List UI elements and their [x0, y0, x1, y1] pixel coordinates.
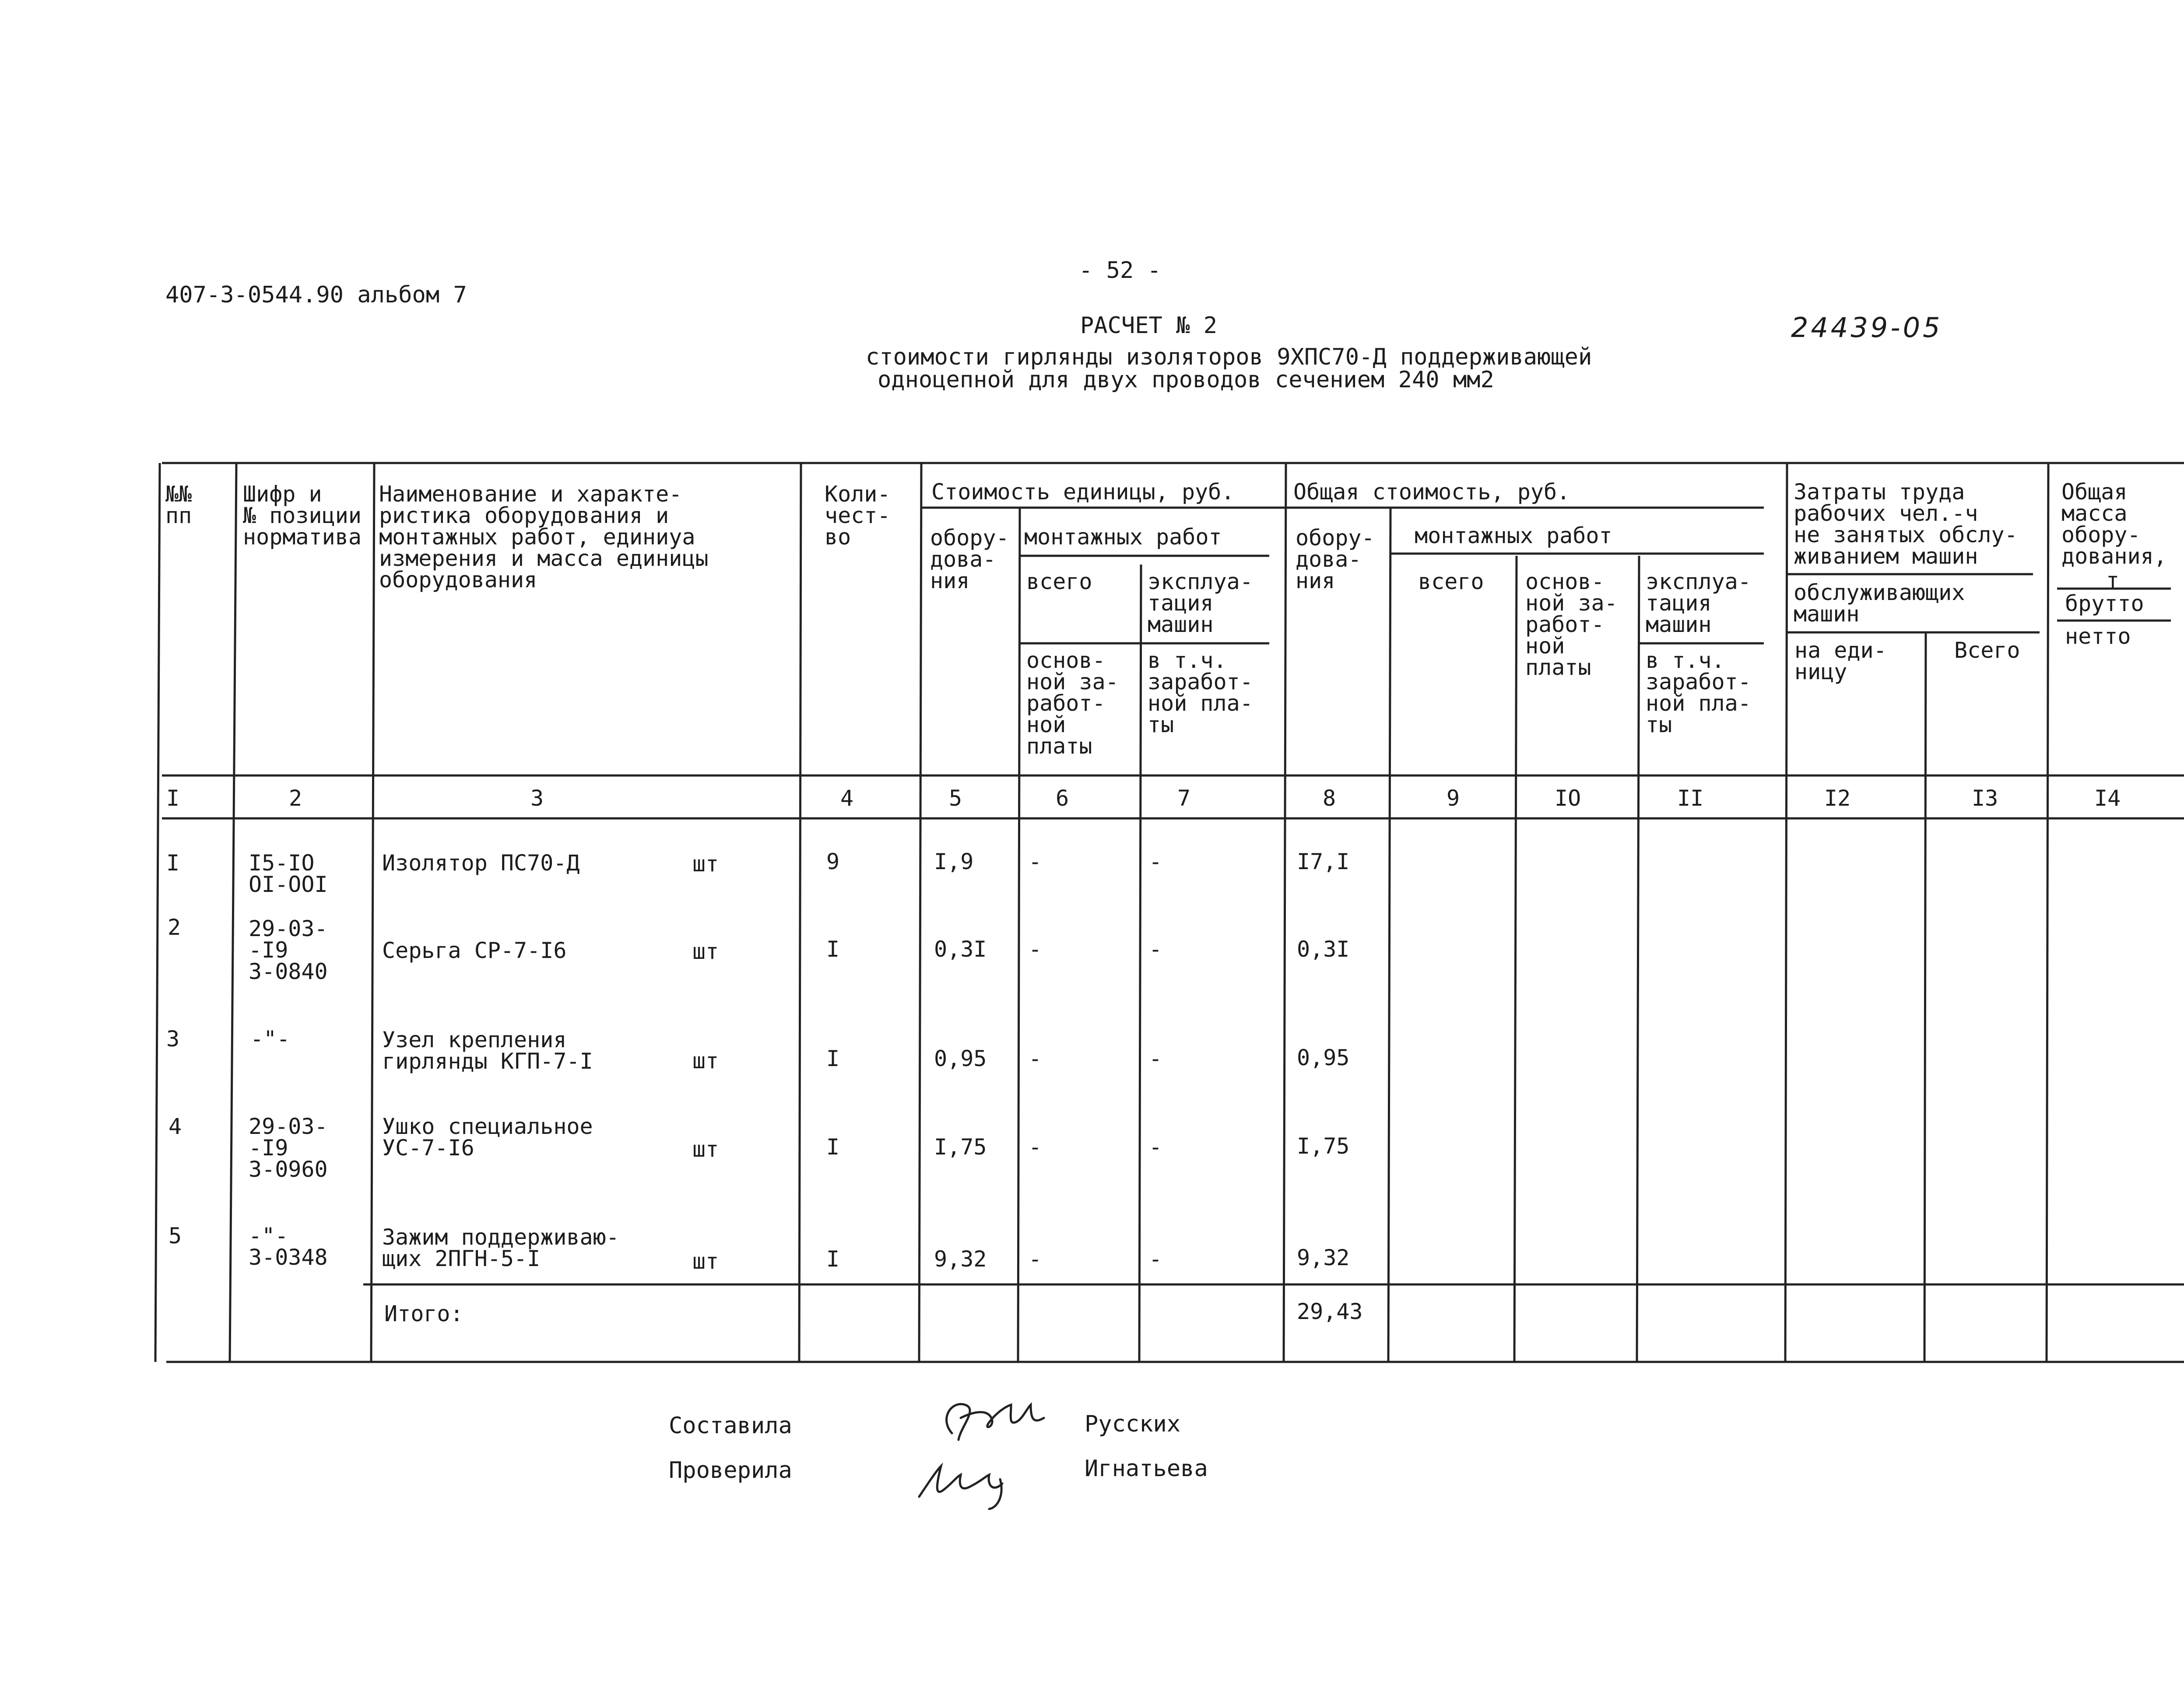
- total-label: Итого:: [384, 1301, 463, 1326]
- column-number: I2: [1824, 786, 1851, 811]
- row-total-cost: 0,3I: [1297, 937, 1350, 962]
- row-unit: шт: [692, 851, 719, 877]
- column-number: I: [166, 786, 180, 811]
- signature-checked: [910, 1453, 1024, 1519]
- header-overall-cost: Общая стоимость, руб.: [1293, 479, 1570, 505]
- row-total-cost: I7,I: [1297, 849, 1350, 874]
- row-code: I5-IO OI-OOI: [249, 850, 328, 897]
- row-name: Серьга СР-7-I6: [382, 938, 567, 963]
- header-install-total-2: всего: [1418, 569, 1484, 594]
- row-install-total: -: [1029, 849, 1042, 874]
- row-number: 3: [166, 1026, 180, 1052]
- row-unit-price: 0,95: [934, 1046, 987, 1071]
- row-code: 29-03- -I9 3-0960: [249, 1114, 328, 1182]
- document-title: РАСЧЕТ № 2: [1080, 312, 1218, 339]
- row-install-total: -: [1029, 1134, 1042, 1160]
- doc-code: 407-3-0544.90 альбом 7: [165, 282, 467, 308]
- header-installation-2: монтажных работ: [1415, 523, 1612, 548]
- row-total-cost: I,75: [1297, 1133, 1350, 1159]
- column-number: 6: [1056, 786, 1069, 811]
- column-number: I4: [2094, 786, 2121, 811]
- row-quantity: I: [826, 937, 840, 962]
- compiled-label: Составила: [669, 1413, 792, 1439]
- row-install-machine: -: [1149, 849, 1162, 874]
- row-install-machine: -: [1149, 1134, 1162, 1160]
- row-name: Изолятор ПС70-Д: [382, 850, 580, 876]
- row-unit-price: I,75: [934, 1134, 987, 1160]
- row-code: 29-03- -I9 3-0840: [249, 916, 328, 984]
- header-equipment-2: обору- дова- ния: [1296, 525, 1375, 593]
- row-name: Зажим поддерживаю- щих 2ПГН-5-I: [382, 1224, 619, 1271]
- row-install-machine: -: [1149, 1246, 1162, 1272]
- header-unit-cost: Стоимость единицы, руб.: [931, 479, 1235, 505]
- column-number: 3: [530, 786, 544, 811]
- header-code: Шифр и № позиции норматива: [243, 481, 362, 550]
- row-quantity: I: [826, 1046, 840, 1071]
- header-installation: монтажных работ: [1024, 524, 1222, 550]
- row-code: -"- 3-0348: [249, 1223, 328, 1270]
- row-total-cost: 0,95: [1297, 1045, 1350, 1070]
- page-number: - 52 -: [1079, 257, 1161, 284]
- row-number: 2: [168, 915, 181, 940]
- row-install-machine: -: [1149, 1046, 1162, 1071]
- row-unit-price: 9,32: [934, 1246, 987, 1272]
- column-number: I3: [1972, 786, 1998, 811]
- row-install-total: -: [1029, 1046, 1042, 1071]
- column-number: 2: [289, 786, 302, 811]
- row-install-total: -: [1029, 1246, 1042, 1272]
- column-number: IO: [1555, 786, 1581, 811]
- header-machine-operation-2: эксплуа- тация машин: [1646, 569, 1751, 637]
- column-number: 5: [949, 786, 962, 811]
- header-row-number: №№ пп: [165, 481, 192, 528]
- header-mass-unit: т: [2106, 568, 2120, 593]
- header-mass: Общая масса обору- дования,: [2061, 479, 2167, 569]
- row-quantity: I: [826, 1246, 840, 1272]
- column-number: 7: [1177, 786, 1191, 811]
- row-install-total: -: [1029, 937, 1042, 962]
- checked-name: Игнатьева: [1085, 1456, 1208, 1482]
- header-install-total: всего: [1026, 569, 1092, 594]
- column-number: II: [1677, 786, 1704, 811]
- header-labor-costs: Затраты труда рабочих чел.-ч не занятых обслу- живанием машин: [1794, 479, 2018, 569]
- header-incl-salary-2: в т.ч. заработ- ной пла- ты: [1646, 648, 1751, 737]
- column-number: 4: [840, 786, 854, 811]
- signature-compiled: [934, 1392, 1066, 1453]
- row-name: Узел крепления гирлянды КГП-7-I: [382, 1027, 593, 1074]
- header-gross: брутто: [2065, 591, 2144, 616]
- row-unit: шт: [692, 939, 719, 964]
- compiled-name: Русских: [1085, 1411, 1181, 1437]
- row-unit-price: I,9: [934, 849, 974, 874]
- row-unit: шт: [692, 1137, 719, 1162]
- row-unit-price: 0,3I: [934, 937, 987, 962]
- row-number: I: [166, 850, 180, 876]
- column-number: 9: [1447, 786, 1460, 811]
- row-total-cost: 9,32: [1297, 1245, 1350, 1270]
- row-quantity: 9: [826, 849, 840, 874]
- subtitle-line-1: стоимости гирлянды изоляторов 9ХПС70-Д поддерживающей: [866, 344, 1592, 370]
- row-name: Ушко специальное УС-7-I6: [382, 1114, 593, 1161]
- handwritten-number: 24439-05: [1791, 312, 1943, 344]
- header-base-salary-2: основ- ной за- работ- ной платы: [1525, 569, 1618, 680]
- grand-total: 29,43: [1297, 1299, 1363, 1324]
- header-description: Наименование и характе- ристика оборудования и монтажных работ, единиуа измерения и масса единицы оборудования: [379, 481, 709, 593]
- checked-label: Проверила: [669, 1457, 792, 1484]
- header-equipment: обору- дова- ния: [930, 525, 1009, 593]
- header-base-salary: основ- ной за- работ- ной платы: [1026, 648, 1119, 759]
- header-incl-salary: в т.ч. заработ- ной пла- ты: [1148, 648, 1253, 737]
- row-install-machine: -: [1149, 937, 1162, 962]
- header-machine-operation: эксплуа- тация машин: [1148, 569, 1253, 637]
- row-number: 4: [169, 1114, 182, 1139]
- header-per-unit: на еди- ницу: [1794, 638, 1887, 684]
- row-unit: шт: [692, 1048, 719, 1074]
- row-unit: шт: [692, 1249, 719, 1274]
- subtitle-line-2: одноцепной для двух проводов сечением 240 мм2: [878, 367, 1494, 393]
- row-quantity: I: [826, 1134, 840, 1160]
- header-net: нетто: [2065, 624, 2131, 649]
- header-total-labor: Всего: [1954, 638, 2020, 663]
- header-quantity: Коли- чест- во: [825, 481, 891, 550]
- row-number: 5: [169, 1223, 182, 1249]
- row-code: -"-: [250, 1026, 290, 1052]
- header-serving-machines: обслуживающих машин: [1794, 580, 1965, 627]
- column-number: 8: [1323, 786, 1336, 811]
